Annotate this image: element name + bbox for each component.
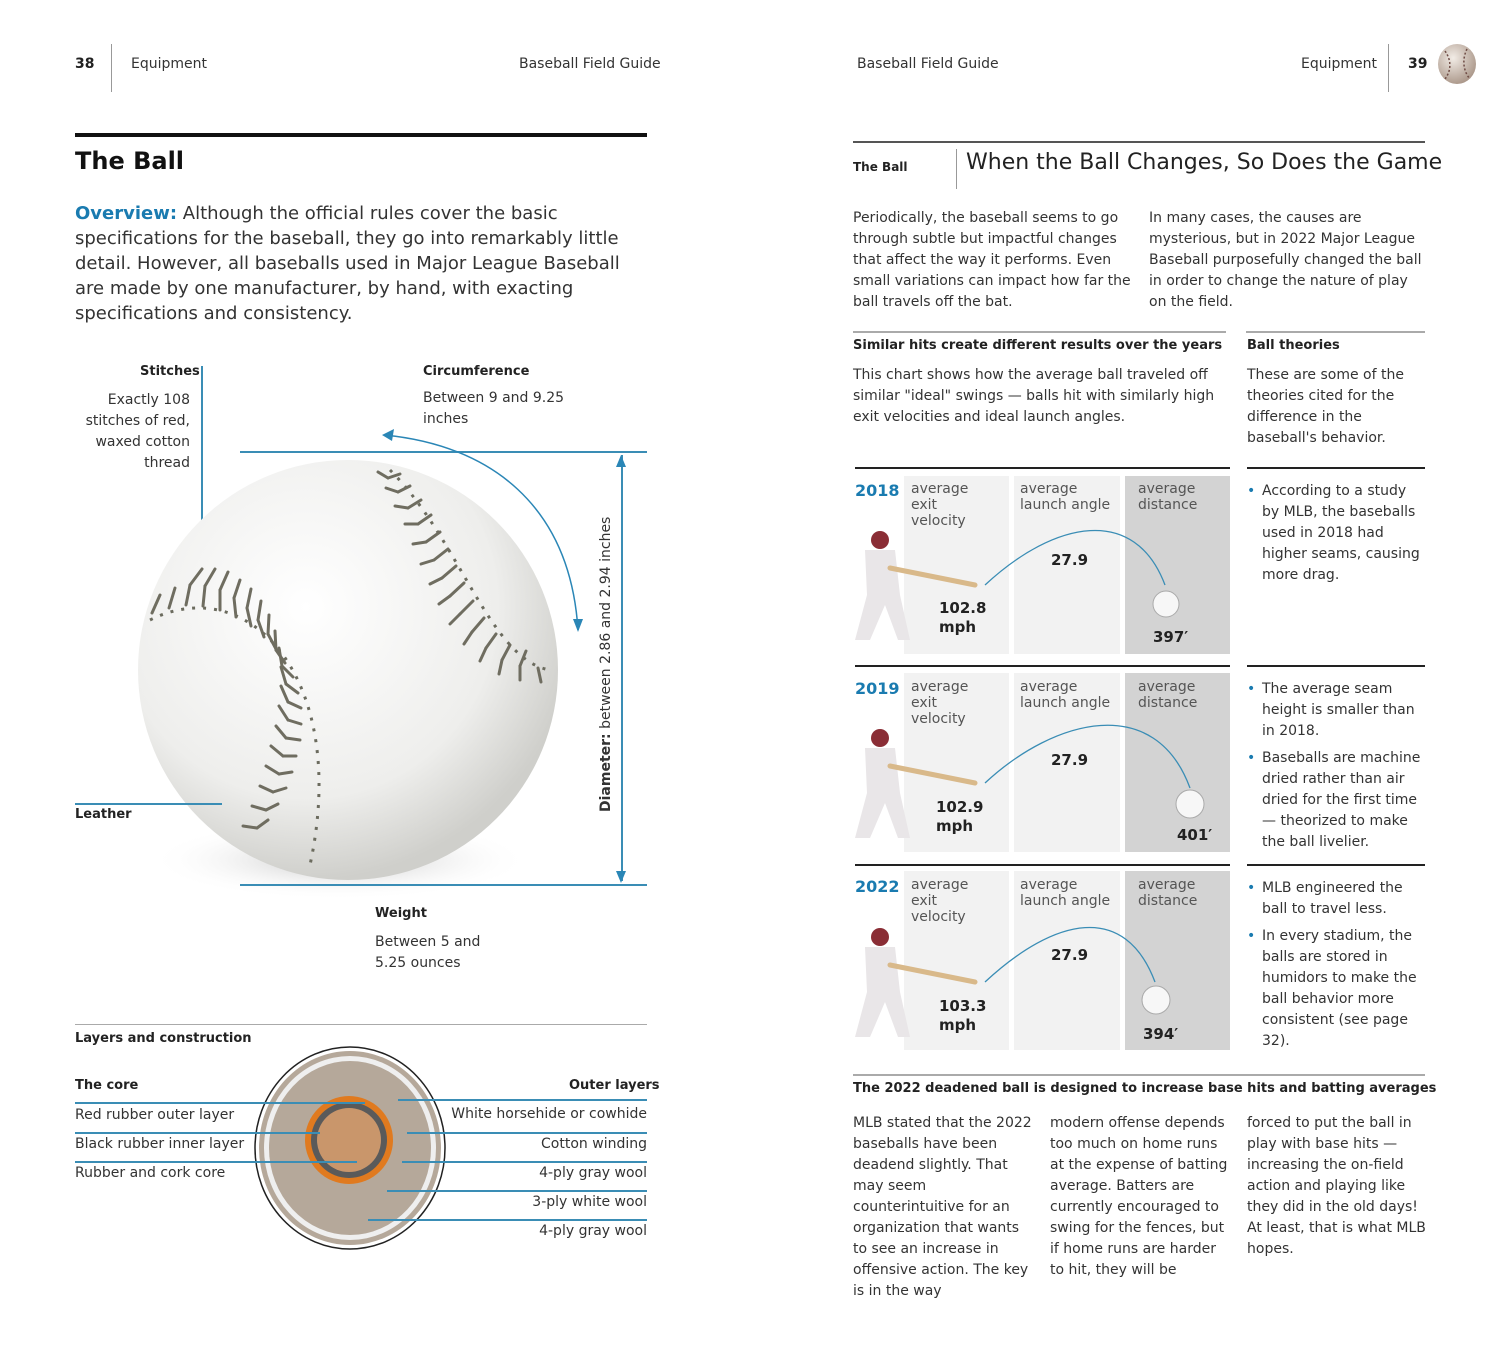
circumference-title: Circumference (423, 364, 530, 379)
bottom-heading: The 2022 deadened ball is designed to increase base hits and batting averages (853, 1081, 1437, 1096)
outer-item-1: White horsehide or cowhide (451, 1106, 647, 1122)
distance-value: 394′ (1143, 1025, 1179, 1043)
stitches-title: Stitches (140, 364, 200, 379)
batter-icon (855, 928, 975, 1037)
launch-angle-value: 27.9 (1051, 946, 1089, 964)
launch-angle-label: average launch angle (1020, 877, 1111, 909)
intro-left: Periodically, the baseball seems to go through subtle but impactful changes that affect the way it performs. Even small variations can impact how far the ball travels off the bat. (853, 210, 1131, 310)
baseball-icon (1437, 43, 1477, 85)
exit-velocity-label: average exit velocity (911, 481, 969, 529)
core-leader-2 (75, 1132, 320, 1134)
section-label-left: Equipment (131, 56, 207, 72)
outer-item-3: 4-ply gray wool (539, 1165, 647, 1181)
stitches-desc: Exactly 108 stitches of red, waxed cotton thread (85, 392, 190, 471)
intro-right: In many cases, the causes are mysterious, but in 2022 Major League Baseball purposefully changed the ball in order to change the nature of play on the field. (1149, 210, 1422, 310)
hit-trajectory (835, 897, 1195, 1052)
exit-velocity-label: average exit velocity (911, 877, 969, 925)
kicker: The Ball (853, 160, 908, 174)
exit-velocity-value: 103.3 mph (939, 997, 987, 1034)
outer-heading: Outer layers (569, 1078, 660, 1093)
distance-label: average distance (1138, 877, 1198, 909)
batter-icon (855, 729, 975, 838)
exit-velocity-label: average exit velocity (911, 679, 969, 727)
core-item-2: Black rubber inner layer (75, 1136, 245, 1152)
layers-cross-section (252, 1043, 448, 1253)
year-label: 2018 (855, 481, 900, 500)
hit-trajectory (835, 500, 1195, 655)
distance-value: 401′ (1177, 826, 1213, 844)
bottom-col-2: modern offense depends too much on home runs at the expense of batting average. Batters are currently encouraged to swing for the fences, but if home runs are harder to hit, they will be (1050, 1115, 1228, 1278)
bottom-rule (853, 1074, 1425, 1076)
theories-list-2018: • According to a study by MLB, the baseballs used in 2018 had higher seams, causing more drag. (1247, 481, 1427, 592)
theories-list-2022: • MLB engineered the ball to travel less. • In every stadium, the balls are stored in humidors to make the ball behavior more consistent (see page 32). (1247, 878, 1427, 1058)
header-divider (111, 44, 112, 92)
title-rule (75, 133, 647, 137)
book-title-right: Baseball Field Guide (857, 56, 999, 72)
launch-angle-label: average launch angle (1020, 481, 1111, 513)
outer-item-2: Cotton winding (541, 1136, 647, 1152)
hit-trajectory (835, 698, 1215, 853)
distance-label: average distance (1138, 481, 1198, 513)
overview-keyword: Overview: (75, 203, 178, 224)
outer-item-4: 3-ply white wool (532, 1194, 647, 1210)
outer-leader-2 (407, 1132, 647, 1134)
exit-velocity-value: 102.9 mph (936, 798, 984, 835)
leather-leader (75, 803, 222, 805)
layers-rule (75, 1024, 647, 1025)
core-leader-1 (75, 1102, 365, 1104)
theories-rule (1246, 331, 1425, 333)
core-leader-3 (75, 1161, 357, 1163)
theories-heading: Ball theories (1247, 338, 1340, 353)
outer-leader-1 (398, 1099, 647, 1101)
chart-heading: Similar hits create different results over the years (853, 338, 1223, 353)
chart-rule (853, 331, 1226, 333)
outer-leader-5 (368, 1219, 647, 1221)
outer-leader-3 (402, 1161, 647, 1163)
diameter-label: Diameter: between 2.86 and 2.94 inches (598, 516, 614, 812)
header-divider-right (1388, 44, 1389, 92)
theories-list-2019: • The average seam height is smaller than in 2018. • Baseballs are machine dried rather than air dried for the first time — theorized to make the ball livelier. (1247, 679, 1427, 859)
weight-title: Weight (375, 906, 427, 921)
page-number-right: 39 (1408, 56, 1428, 72)
launch-angle-label: average launch angle (1020, 679, 1111, 711)
core-heading: The core (75, 1078, 139, 1093)
distance-value: 397′ (1153, 628, 1189, 646)
overview-paragraph: Overview: Although the official rules cover the basic specifications for the baseball, they go into remarkably little detail. However, all baseballs used in Major League Baseball are made by one manufacturer, by hand, with exacting specifications and consistency. (75, 203, 620, 324)
leather-label: Leather (75, 807, 132, 822)
launch-angle-value: 27.9 (1051, 551, 1089, 569)
batter-icon (855, 531, 975, 640)
page-number-left: 38 (75, 56, 95, 72)
section-label-right: Equipment (1301, 56, 1377, 72)
kicker-divider (956, 149, 957, 189)
outer-item-5: 4-ply gray wool (539, 1223, 647, 1239)
page-title: The Ball (75, 147, 185, 175)
right-page-title: When the Ball Changes, So Does the Game (966, 150, 1443, 175)
launch-angle-value: 27.9 (1051, 751, 1089, 769)
exit-velocity-value: 102.8 mph (939, 599, 987, 636)
year-label: 2022 (855, 877, 900, 896)
right-title-rule (853, 141, 1425, 143)
theories-description: These are some of the theories cited for the difference in the baseball's behavior. (1247, 367, 1404, 446)
chart-description: This chart shows how the average ball traveled off similar "ideal" swings — balls hit with similarly high exit velocities and ideal launch angles. (853, 367, 1215, 425)
distance-label: average distance (1138, 679, 1198, 711)
weight-desc: Between 5 and 5.25 ounces (375, 934, 481, 971)
circumference-desc: Between 9 and 9.25 inches (423, 390, 565, 427)
core-item-1: Red rubber outer layer (75, 1107, 235, 1123)
layers-heading: Layers and construction (75, 1031, 252, 1046)
book-title-left: Baseball Field Guide (519, 56, 661, 72)
outer-leader-4 (387, 1190, 647, 1192)
bottom-col-1: MLB stated that the 2022 baseballs have been deadend slightly. That may seem counterintuitive for an organization that wants to see an increase in offensive action. The key is in the way (853, 1115, 1032, 1299)
year-label: 2019 (855, 679, 900, 698)
core-item-3: Rubber and cork core (75, 1165, 226, 1181)
bottom-col-3: forced to put the ball in play with base hits — increasing the on-field action and playing like they did in the old days! At least, that is what MLB hopes. (1247, 1115, 1426, 1257)
